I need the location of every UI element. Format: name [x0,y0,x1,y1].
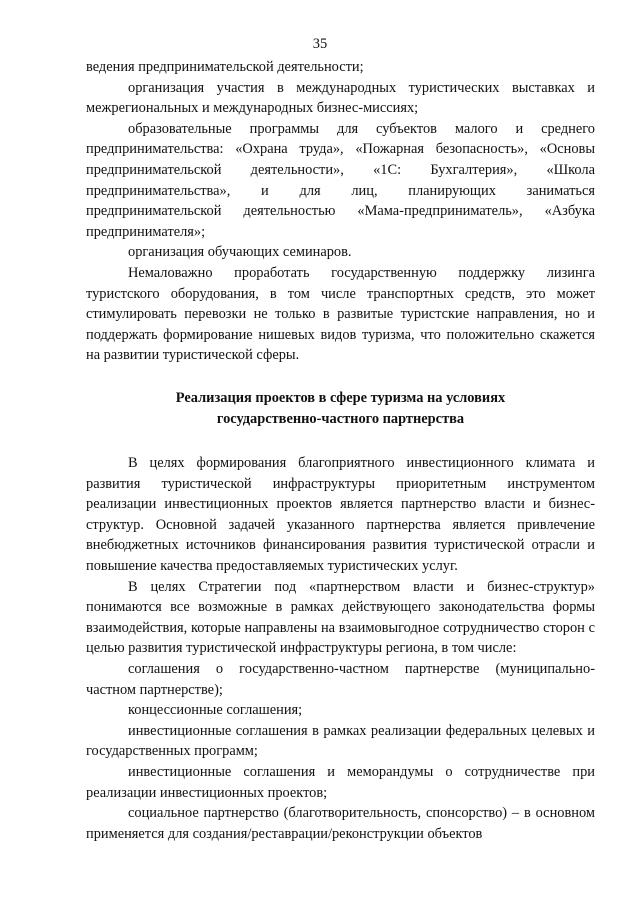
paragraph: инвестиционные соглашения и меморандумы о сотрудничестве при реализации инвестиционных проектов; [86,764,595,801]
paragraph: концессионные соглашения; [128,702,303,719]
paragraph: образовательные программы для субъектов малого и среднего предпринимательства: «Охрана труда», «Пожарная безопасность», «Основы предпринимательской деятельности», «1С: Бухгалтерия», «Школа предпринимательства», и для лиц, планирующих заниматься предпринимательской деятельностью «Мама-предприниматель», «Азбука предпринимателя»; [86,120,595,240]
bottom-paragraphs [86,453,595,844]
section-heading [86,388,595,429]
section-heading-line-2: государственно-частного партнерства [216,410,465,427]
paragraph: социальное партнерство (благотворительность, спонсорство) – в основном применяется для создания/реставрации/реконструкции объектов [86,805,595,842]
paragraph: Немаловажно проработать государственную поддержку лизинга туристского оборудования, в том числе транспортных средств, это может стимулировать перевозки не только в развитые туристские направления, но и поддержать формирование нишевых видов туризма, что положительно скажется на развитии туристической сферы. [86,264,595,364]
top-paragraphs [86,57,595,366]
paragraph: В целях Стратегии под «партнерством власти и бизнес-структур» понимаются все возможные в рамках действующего законодательства формы взаимодействия, которые направлены на взаимовыгодное сотрудничество сторон с целью развития туристической инфраструктуры региона, в том числе: [86,578,595,657]
paragraph: инвестиционные соглашения в рамках реализации федеральных целевых и государственных программ; [86,722,595,760]
page-number: 35 [312,36,328,52]
paragraph: ведения предпринимательской деятельности; [86,59,364,75]
document-body [86,57,595,844]
section-heading-line-1: Реализация проектов в сфере туризма на условиях [175,389,506,406]
paragraph: организация участия в международных туристических выставках и межрегиональных и международных бизнес-миссиях; [86,79,595,117]
paragraph: В целях формирования благоприятного инвестиционного климата и развития туристической инфраструктуры приоритетным инструментом реализации инвестиционных проектов является партнерство власти и бизнес-структур. Основной задачей указанного партнерства является привлечение внебюджетных источников финансирования развития туристической отрасли и повышение качества предоставляемых туристических услуг. [86,455,595,575]
paragraph: организация обучающих семинаров. [128,244,352,261]
paragraph: соглашения о государственно-частном партнерстве (муниципально-частном партнерстве); [86,661,595,698]
